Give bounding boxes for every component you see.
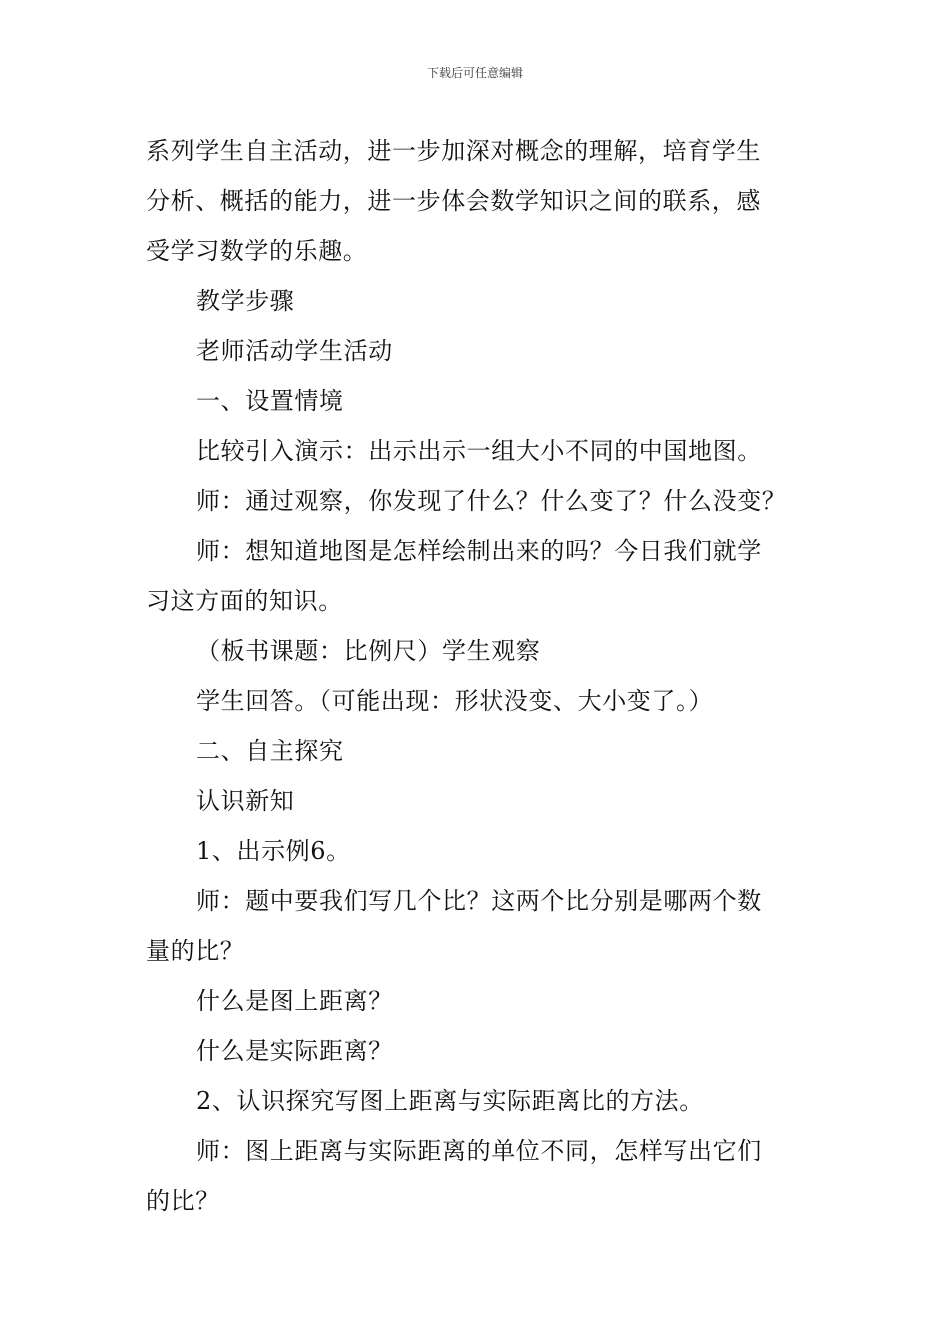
text-line: 一、设置情境 [196,387,344,415]
text-line: 分析、概括的能力，进一步体会数学知识之间的联系，感 [146,187,761,215]
text-line: 师：题中要我们写几个比？这两个比分别是哪两个数 [196,887,762,915]
text-line: 教学步骤 [196,287,295,315]
text-line: 的比？ [146,1187,220,1215]
text-line: （板书课题：比例尺）学生观察 [196,637,541,665]
text-line: 受学习数学的乐趣。 [146,237,368,265]
text-line: 习这方面的知识。 [146,587,343,615]
text-line: 量的比？ [146,937,245,965]
text-line: 系列学生自主活动，进一步加深对概念的理解，培育学生 [146,137,761,165]
text-line: 师：想知道地图是怎样绘制出来的吗？今日我们就学 [196,537,762,565]
text-line: 什么是实际距离？ [196,1037,393,1065]
document-body [146,126,808,1226]
text-line: 师：图上距离与实际距离的单位不同，怎样写出它们 [196,1137,762,1165]
text-line: 什么是图上距离？ [196,987,393,1015]
text-line: 2、认识探究写图上距离与实际距离比的方法。 [196,1087,704,1115]
text-line: 认识新知 [196,787,295,815]
page-header: 下载后可任意编辑 [426,66,523,80]
text-line: 1、出示例6。 [196,837,351,865]
text-line: 二、自主探究 [196,737,344,765]
text-line: 学生回答。（可能出现：形状没变、大小变了。） [196,687,714,715]
text-line: 老师活动学生活动 [196,337,393,365]
text-line: 师：通过观察，你发现了什么？什么变了？什么没变？ [196,487,787,515]
text-line: 比较引入演示：出示出示一组大小不同的中国地图。 [196,437,762,465]
